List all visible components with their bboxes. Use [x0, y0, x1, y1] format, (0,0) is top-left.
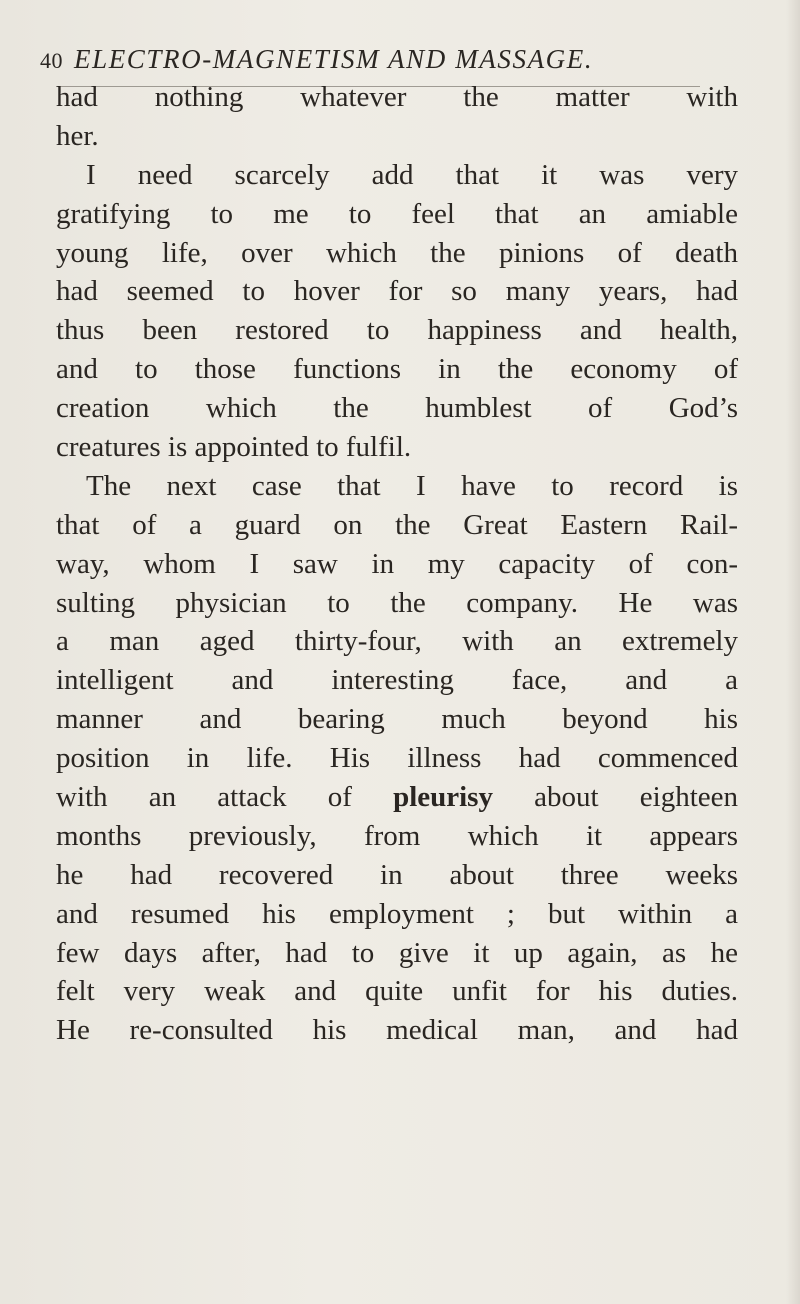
text-line: He re-consulted his medical man, and had [56, 1014, 738, 1047]
text-line: young life, over which the pinions of death [56, 236, 738, 269]
text-line: sulting physician to the company. He was [56, 586, 738, 619]
text-line: manner and bearing much beyond his [56, 703, 738, 736]
text-line: way, whom I saw in my capacity of con- [56, 547, 738, 580]
emphasized-term: pleurisy [393, 781, 493, 814]
text-line: felt very weak and quite unfit for his duties. [56, 975, 738, 1008]
text-line: had seemed to hover for so many years, had [56, 275, 738, 308]
text-line: and resumed his employment ; but within a [56, 897, 738, 930]
text-line: months previously, from which it appears [56, 819, 738, 852]
text-line: intelligent and interesting face, and a [56, 664, 738, 697]
text-line: The next case that I have to record is [86, 469, 738, 502]
body-text [56, 78, 738, 1050]
text-line: creatures is appointed to fulfil. [56, 431, 412, 464]
running-head: ELECTRO-MAGNETISM AND MASSAGE. [74, 44, 594, 74]
text-line: her. [56, 119, 99, 152]
page-number: 40 [40, 48, 63, 73]
text-segment: with an attack of [56, 781, 352, 814]
text-segment: about eighteen [534, 781, 738, 814]
text-line: he had recovered in about three weeks [56, 858, 738, 891]
text-line: creation which the humblest of God’s [56, 392, 738, 425]
text-line: position in life. His illness had commenced [56, 742, 738, 775]
text-line: had nothing whatever the matter with [56, 81, 738, 113]
text-line: few days after, had to give it up again, as he [56, 936, 738, 969]
text-line: that of a guard on the Great Eastern Rail- [56, 508, 738, 541]
text-line: gratifying to me to feel that an amiable [56, 197, 738, 230]
text-line: a man aged thirty-four, with an extremely [56, 625, 738, 658]
text-line: I need scarcely add that it was very [86, 158, 738, 191]
text-line: and to those functions in the economy of [56, 353, 738, 386]
text-line: thus been restored to happiness and health, [56, 314, 738, 347]
page-edge-shadow [786, 0, 800, 1304]
text-line-with-emphasis [56, 778, 738, 817]
